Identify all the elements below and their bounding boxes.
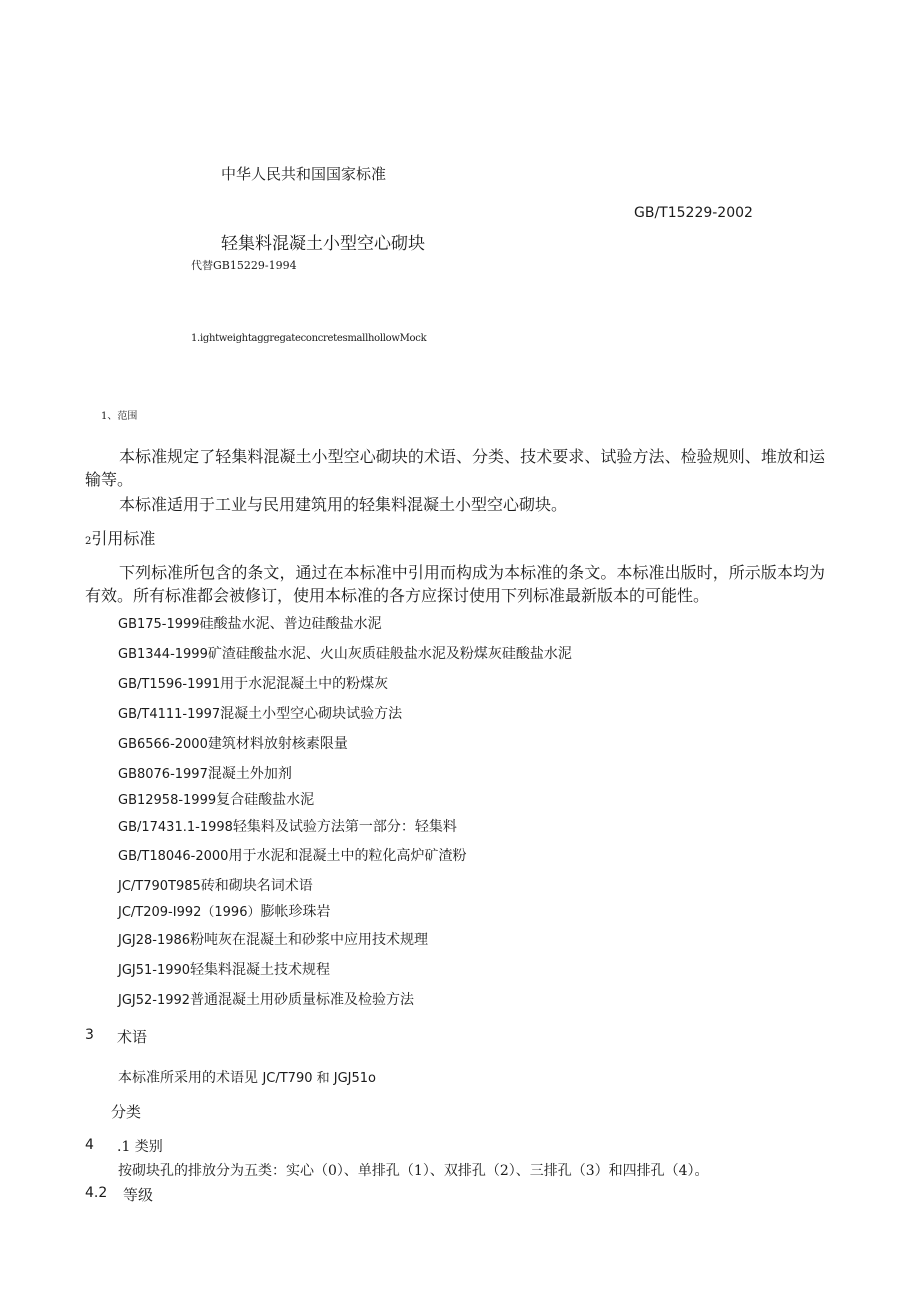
national-standard-label: 中华人民共和国国家标准 — [221, 165, 387, 183]
reference-item — [118, 845, 466, 865]
document-title: 轻集料混凝土小型空心砌块 — [221, 234, 425, 254]
reference-code: GB6566-2000 — [118, 737, 208, 752]
reference-code: JGJ52-1992 — [118, 993, 191, 1008]
reference-code: GB12958-1999 — [118, 793, 217, 808]
reference-item — [118, 733, 348, 753]
section-3-paragraph-codes: JC/T790 和 JGJ51o — [262, 1071, 377, 1086]
reference-text: 粉吨灰在混凝土和砂浆中应用技术规理 — [190, 932, 429, 948]
reference-item — [118, 643, 572, 663]
reference-text: 普通混凝土用砂质量标准及检验方法 — [190, 992, 415, 1008]
reference-text: 轻集料混凝土技术规程 — [190, 962, 331, 978]
reference-item — [118, 875, 313, 895]
reference-text: 膨帐珍珠岩 — [260, 904, 331, 920]
english-title: 1.ightweightaggregateconcretesmallhollowMock — [191, 333, 427, 344]
reference-text: 混凝土小型空心砌块试验方法 — [220, 706, 403, 722]
section-1-paragraph-2: 本标准适用于工业与民用建筑用的轻集料混凝土小型空心砌块。 — [119, 495, 568, 514]
reference-code: GB175-1999 — [118, 617, 200, 632]
section-2-paragraph: 下列标准所包含的条文，通过在本标准中引用而构成为本标准的条文。本标准出版时，所示版本均为有效。所有标准都会被修订，使用本标准的各方应探讨使用下列标准最新版本的可能性。 — [85, 563, 825, 605]
section-4-1-paragraph: 按砌块孔的排放分为五类：实心（0）、单排孔（1）、双排孔（2）、三排孔（3）和四排孔（4）。 — [118, 1163, 709, 1179]
reference-text: 矿渣硅酸盐水泥、火山灰质硅般盐水泥及粉煤灰硅酸盐水泥 — [207, 646, 572, 662]
reference-code: GB8076-1997 — [118, 767, 208, 782]
reference-text: 砖和砌块名词术语 — [200, 878, 313, 894]
reference-text: 轻集料及试验方法第一部分：轻集料 — [232, 819, 457, 835]
reference-item — [118, 901, 330, 921]
section-1-paragraph-1: 本标准规定了轻集料混凝土小型空心砌块的术语、分类、技术要求、试验方法、检验规则、堆放和运输等。 — [85, 447, 825, 489]
reference-text: 混凝土外加剂 — [207, 766, 292, 782]
section-4-1-title: .1 类别 — [117, 1139, 163, 1155]
section-3-paragraph-prefix: 本标准所采用的术语见 — [118, 1070, 263, 1086]
reference-text: 用于水泥和混凝土中的粒化高炉矿渣粉 — [228, 848, 467, 864]
section-2-title: 引用标准 — [91, 529, 156, 548]
reference-item — [118, 703, 402, 723]
reference-item — [118, 989, 414, 1009]
reference-code: GB/T4111-1997 — [118, 707, 221, 722]
section-3-number: 3 — [85, 1027, 94, 1043]
reference-text: 硅酸盐水泥、普边硅酸盐水泥 — [199, 616, 382, 632]
section-4-2-number: 4.2 — [85, 1185, 108, 1201]
reference-code: JC/T209-I992（1996） — [118, 905, 261, 920]
reference-item — [118, 959, 330, 979]
reference-text: 复合硅酸盐水泥 — [216, 792, 315, 808]
reference-code: JGJ51-1990 — [118, 963, 191, 978]
reference-item — [118, 929, 428, 949]
section-2-heading — [85, 526, 155, 549]
section-4-title: 分类 — [111, 1103, 142, 1121]
reference-code: GB/T1596-1991 — [118, 677, 221, 692]
section-3-title: 术语 — [117, 1028, 148, 1046]
reference-text: 用于水泥混凝土中的粉煤灰 — [220, 676, 389, 692]
replaces-note: 代替GB15229-1994 — [191, 259, 297, 272]
reference-item — [118, 673, 388, 693]
standard-number: GB/T15229-2002 — [634, 205, 753, 221]
reference-code: GB/T18046-2000 — [118, 849, 229, 864]
section-4-2-title: 等级 — [123, 1186, 154, 1204]
reference-text: 建筑材料放射核素限量 — [207, 736, 348, 752]
reference-code: GB1344-1999 — [118, 647, 208, 662]
section-3-paragraph — [118, 1067, 376, 1087]
reference-item — [118, 613, 382, 633]
reference-item — [118, 763, 292, 783]
section-4-1-number: 4 — [85, 1137, 94, 1153]
section-2-number: 2 — [85, 536, 92, 547]
reference-code: JC/T790T985 — [118, 879, 201, 894]
reference-item — [118, 816, 457, 836]
reference-code: JGJ28-1986 — [118, 933, 191, 948]
reference-code: GB/17431.1-1998 — [118, 820, 233, 835]
section-1-heading: 1、范围 — [101, 411, 138, 422]
reference-item — [118, 789, 314, 809]
